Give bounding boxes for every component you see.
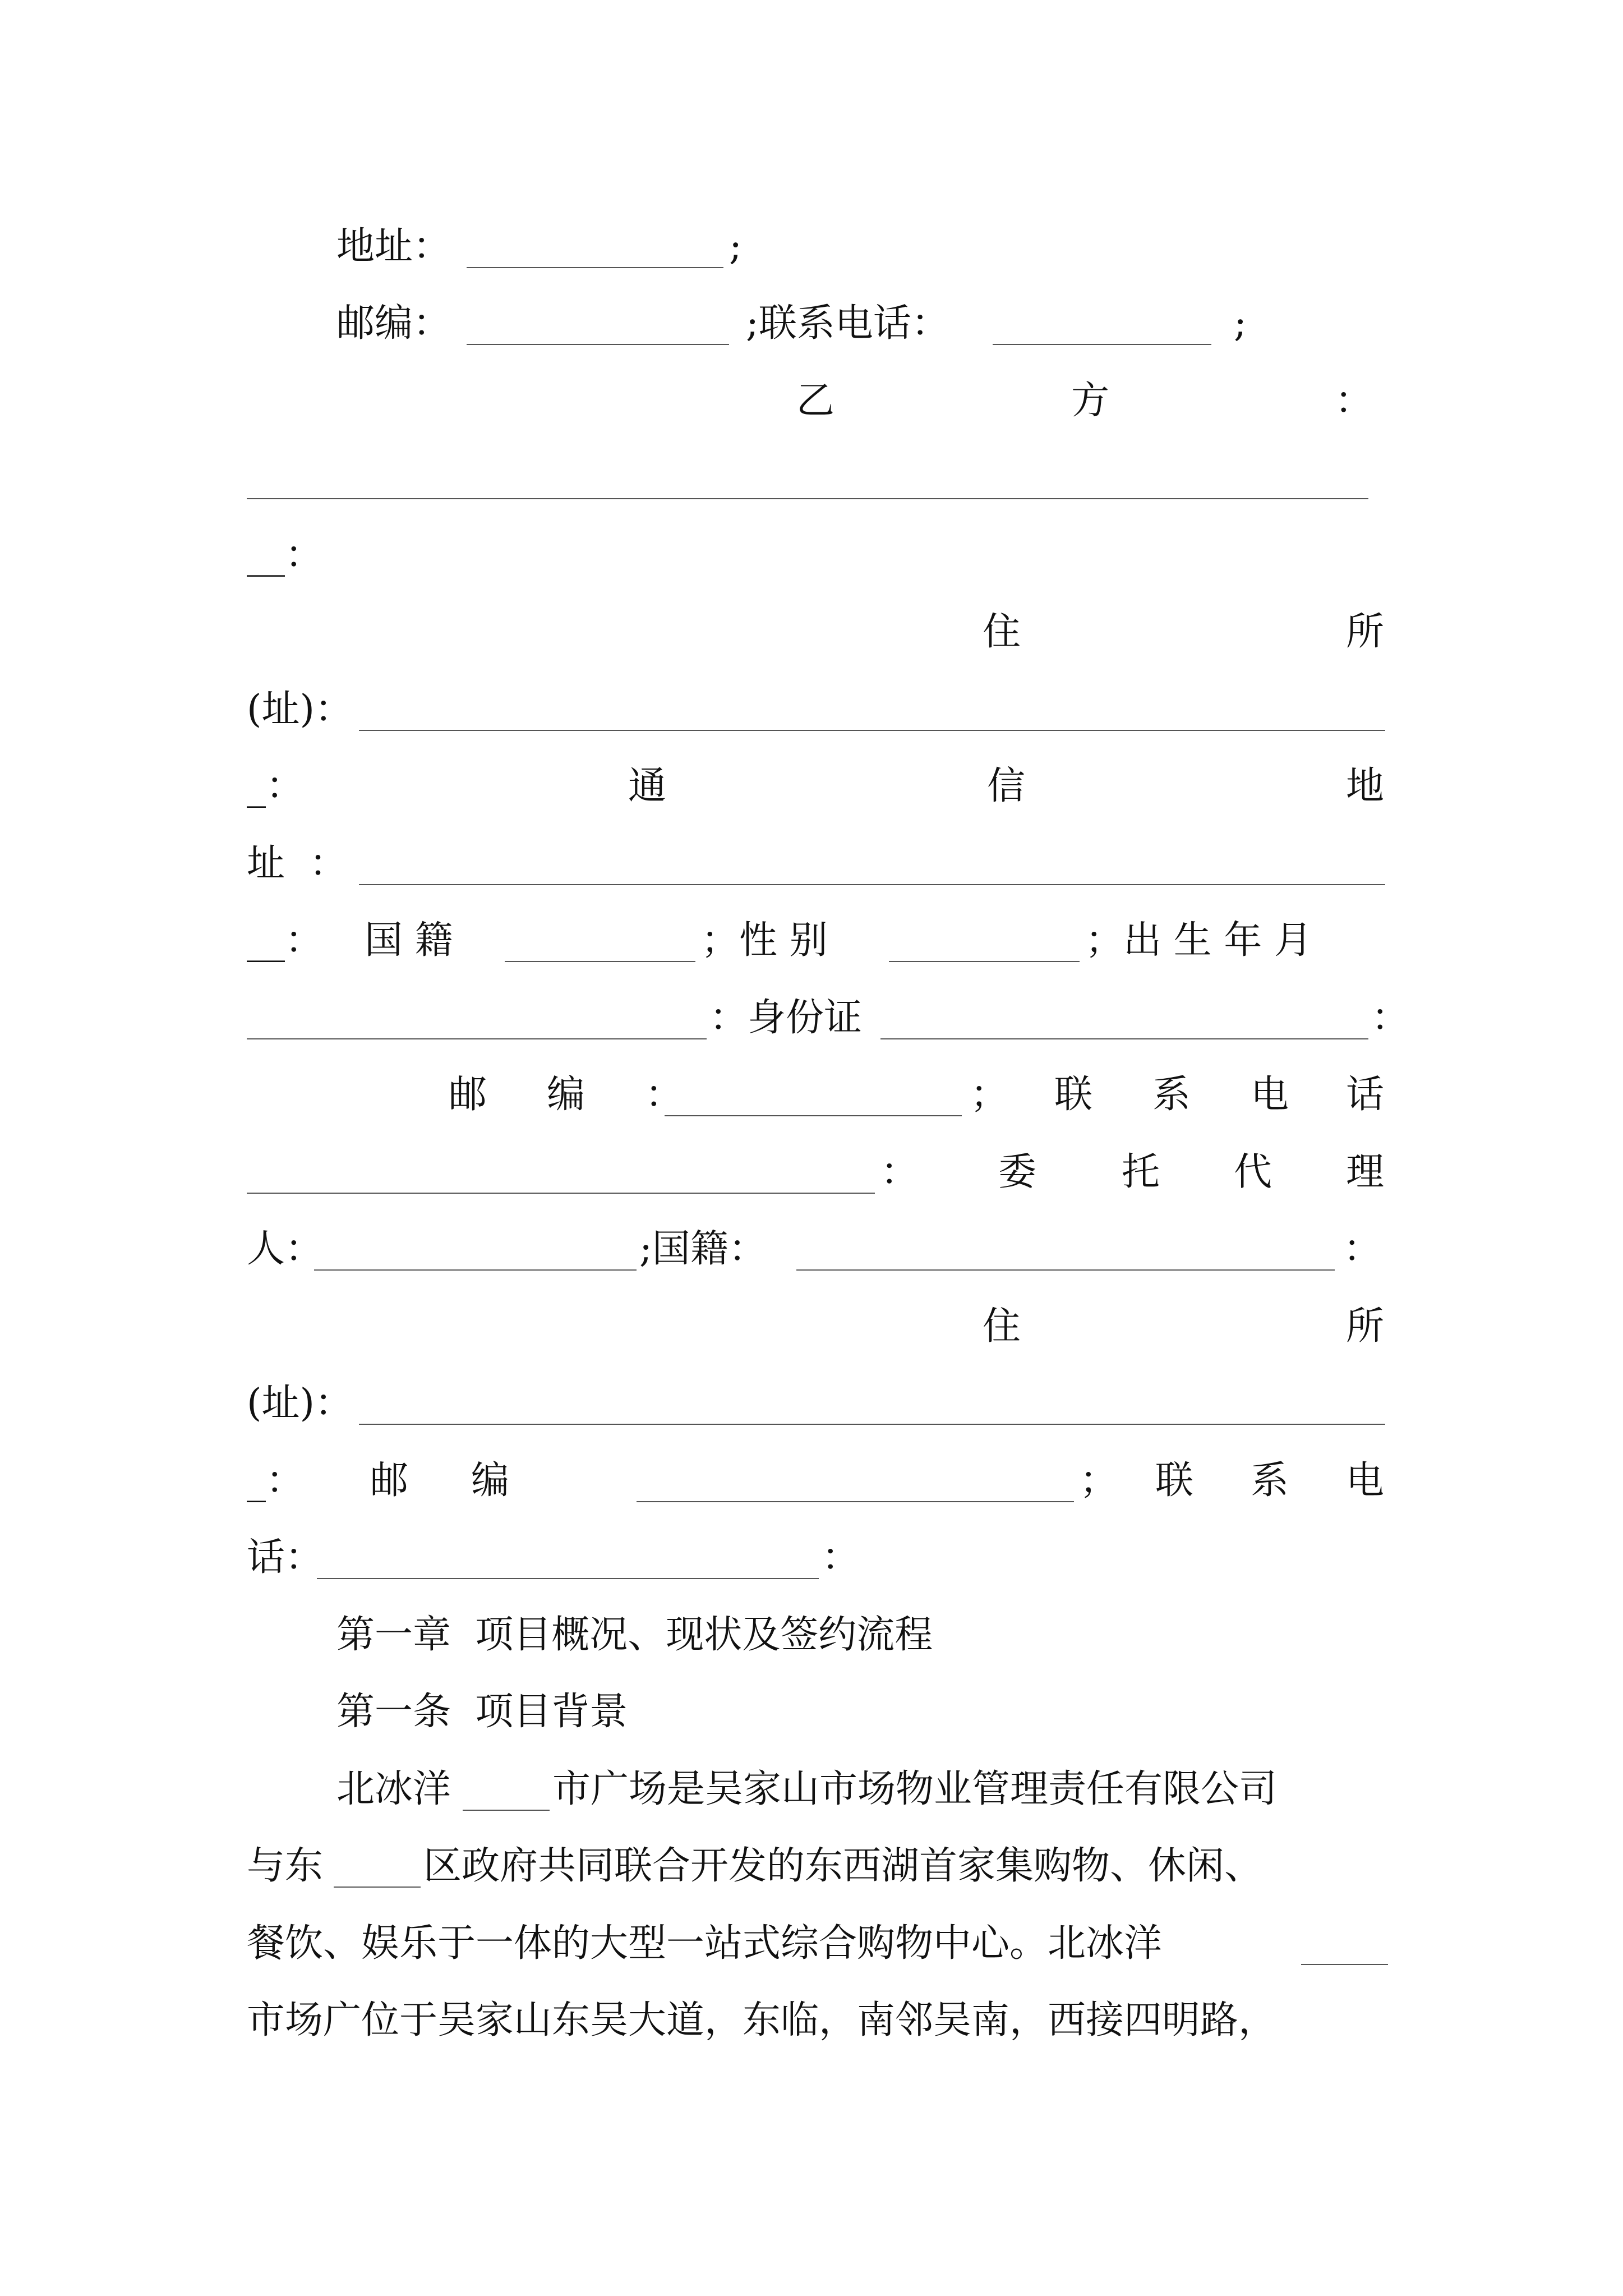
party-b-name-end-line [0, 522, 1623, 589]
pb-postcode-char-2: 编 [547, 1073, 585, 1117]
residence-field-line [0, 676, 1623, 743]
agent-label: 人： [247, 1227, 324, 1271]
pb-phone-char-3: 系 [1152, 1073, 1191, 1117]
party-b-char-3: ： [1335, 379, 1373, 423]
contact-address-blank [359, 884, 1385, 885]
agent-nationality-blank [796, 1269, 1335, 1271]
pb-postcode-char-3: ： [645, 1073, 684, 1117]
postcode-label: 邮编： [336, 301, 451, 346]
agent-phone-tail: 话： [247, 1535, 324, 1580]
agent-char-1: 委 [998, 1150, 1037, 1194]
para-line4: 市场广位于吴家山东吴大道，东临，南邻吴南，西接四明路， [247, 1998, 1277, 2042]
agent-phone-char-1: ； [1080, 1458, 1118, 1503]
nationality-prefix: __： [247, 918, 324, 963]
para-line1-a: 北冰洋 [336, 1767, 451, 1811]
gender-label: ；性 别 [701, 918, 828, 963]
para-line3-blank [1301, 1964, 1388, 1965]
agent-phone-line [0, 1524, 1623, 1591]
pb-phone-blank [247, 1193, 875, 1194]
address-label: 地址： [336, 224, 451, 269]
chapter-title: 第一章 项目概况、现状及签约流程 [336, 1613, 933, 1657]
agent-char-4: 理 [1346, 1150, 1385, 1194]
agent-residence-blank [359, 1424, 1385, 1425]
birth-label: ；出 生 年 月 [1085, 918, 1312, 963]
party-b-char-1: 乙 [796, 379, 835, 423]
para-line2-b: 区政府共同联合开发的东西湖首家集购物、休闲、 [423, 1844, 1263, 1888]
party-b-char-2: 方 [1071, 379, 1110, 423]
agent-prefix: ： [880, 1150, 919, 1194]
article-title: 第一条 项目背景 [336, 1690, 628, 1734]
article-title-line [0, 1678, 1623, 1746]
residence-heading-line [0, 599, 1623, 666]
agent-phone-end: ： [822, 1535, 860, 1580]
paragraph-line-4 [0, 1987, 1623, 2054]
para-line2-a: 与东 [247, 1844, 324, 1888]
agent-name-blank [314, 1269, 637, 1271]
party-b-name-blank [247, 498, 1368, 499]
agent-postcode-char-2: 编 [471, 1458, 510, 1503]
contact-address-char-3: 地 [1346, 764, 1385, 808]
agent-name-line [0, 1216, 1623, 1283]
agent-residence-char-2: 所 [1346, 1304, 1385, 1349]
para-line2-blank [334, 1887, 421, 1888]
chapter-title-line [0, 1602, 1623, 1669]
agent-char-2: 托 [1122, 1150, 1160, 1194]
id-line [0, 984, 1623, 1052]
pb-phone-char-2: 联 [1054, 1073, 1093, 1117]
residence-blank [359, 730, 1385, 731]
birth-blank [247, 1038, 707, 1039]
address-end: ; [729, 224, 742, 269]
contact-address-line [0, 753, 1623, 820]
residence-char-2: 所 [1346, 610, 1385, 654]
postcode-blank [467, 344, 729, 345]
agent-residence-label: (址)： [247, 1381, 353, 1425]
nationality-gender-birth-line [0, 907, 1623, 974]
agent-char-3: 代 [1234, 1150, 1272, 1194]
nationality-label: 国 籍 [365, 918, 453, 963]
residence-char-1: 住 [983, 610, 1021, 654]
agent-nationality-end: ： [1343, 1227, 1382, 1271]
party-b-name-end: __： [247, 533, 324, 577]
agent-heading-line [0, 1139, 1623, 1206]
pb-phone-char-5: 话 [1346, 1073, 1385, 1117]
id-label: ：身份证 [709, 996, 863, 1040]
para-line1-b: 市广场是吴家山市场物业管理责任有限公司 [552, 1767, 1278, 1811]
agent-residence-heading-line [0, 1293, 1623, 1360]
contact-address-tail: 址 ： [247, 841, 348, 886]
paragraph-line-3 [0, 1910, 1623, 1977]
agent-phone-blank [317, 1578, 819, 1579]
contact-address-char-1: 通 [628, 764, 667, 808]
pb-postcode-blank [665, 1115, 962, 1116]
phone-blank [993, 344, 1211, 345]
agent-postcode-blank [637, 1501, 1074, 1502]
contact-address-field-line [0, 830, 1623, 898]
party-b-postcode-line [0, 1061, 1623, 1129]
phone-end: ; [1234, 301, 1247, 346]
pb-postcode-char-1: 邮 [449, 1073, 487, 1117]
id-end: ： [1371, 996, 1410, 1040]
paragraph-line-1 [0, 1756, 1623, 1823]
party-b-name-blank-line [0, 444, 1623, 512]
party-b-heading-line [0, 367, 1623, 435]
contact-address-prefix: _： [247, 764, 305, 808]
para-line3: 餐饮、娱乐于一体的大型一站式综合购物中心。北冰洋 [247, 1921, 1163, 1966]
agent-phone-char-3: 系 [1251, 1458, 1289, 1503]
pb-phone-char-4: 电 [1251, 1073, 1289, 1117]
pb-phone-char-1: ； [970, 1073, 1009, 1117]
id-blank [880, 1038, 1368, 1039]
phone-label: ;联系电话： [746, 301, 949, 346]
agent-phone-char-4: 电 [1346, 1458, 1385, 1503]
address-blank [467, 267, 723, 268]
party-a-postcode-line [0, 290, 1623, 357]
contact-address-char-2: 信 [987, 764, 1026, 808]
para-line1-blank [463, 1810, 550, 1811]
paragraph-line-2 [0, 1833, 1623, 1900]
agent-residence-field-line [0, 1370, 1623, 1437]
gender-blank [889, 961, 1080, 962]
agent-phone-char-2: 联 [1155, 1458, 1194, 1503]
residence-label: (址)： [247, 687, 353, 731]
nationality-blank [505, 961, 695, 962]
agent-postcode-prefix: _： [247, 1458, 305, 1503]
agent-postcode-char-1: 邮 [370, 1458, 409, 1503]
party-a-address-line [0, 213, 1623, 280]
agent-residence-char-1: 住 [983, 1304, 1021, 1349]
agent-postcode-line [0, 1447, 1623, 1515]
agent-nationality-label: ;国籍： [639, 1227, 767, 1271]
